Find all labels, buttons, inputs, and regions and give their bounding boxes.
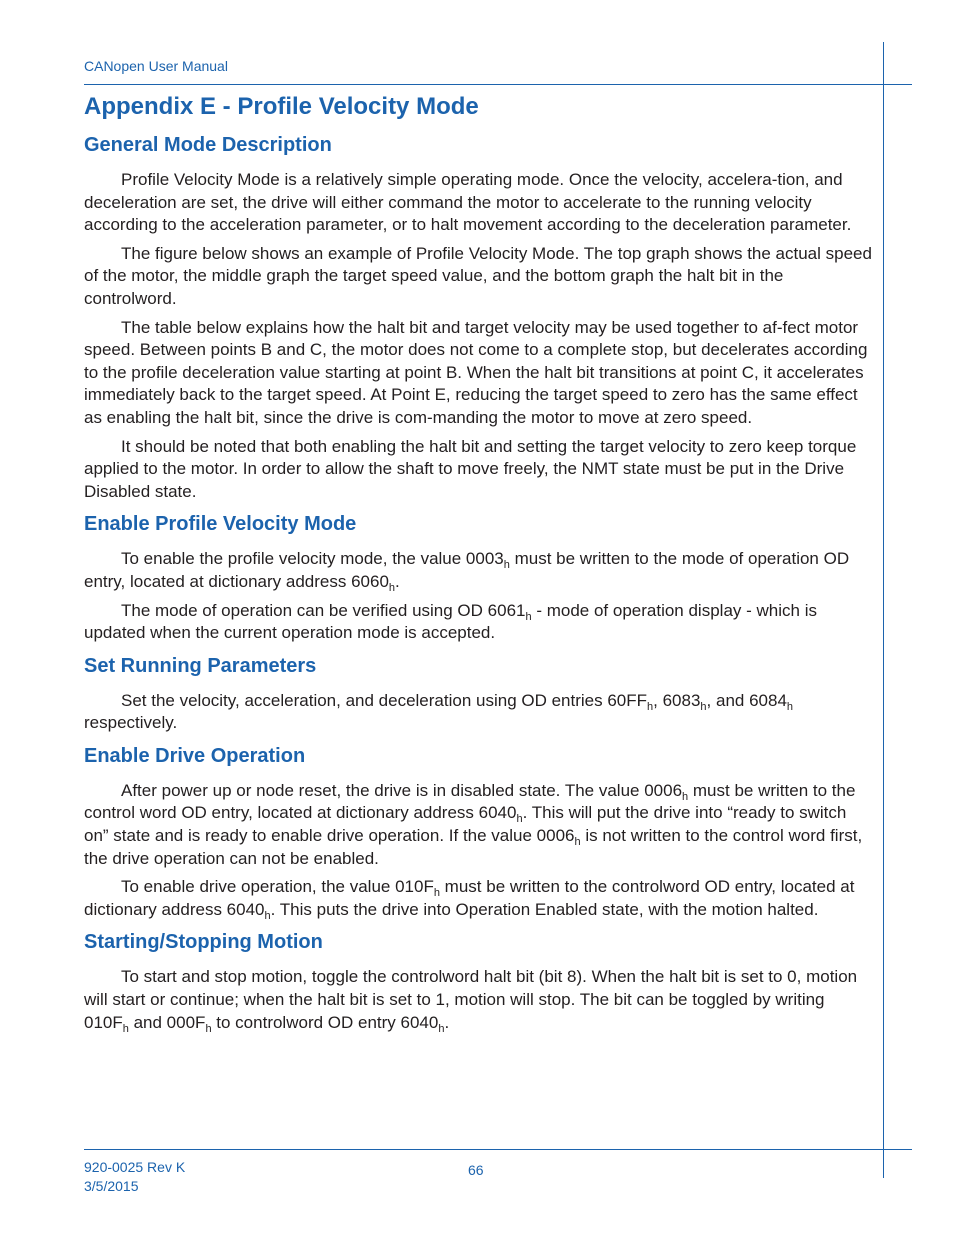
paragraph: To enable the profile velocity mode, the value $0003_h$ must be written to the mode of operation OD entry, located at dictionary address $6060_h$. (84, 549, 850, 594)
section-running-parameters (84, 653, 874, 735)
page-title: Appendix E - Profile Velocity Mode (84, 93, 479, 120)
paragraph: Set the velocity, acceleration, and deceleration using OD entries $60FF_h$, $6083_h$, and $6084_h$ respectively. (84, 690, 794, 733)
page-number: 66 (468, 1162, 484, 1178)
paragraph: The mode of operation can be verified using OD $6061_h$ - mode of operation display - which is updated when the current operation mode is accepted. (84, 600, 817, 643)
paragraph: Profile Velocity Mode is a relatively simple operating mode. Once the velocity, accelera-tion, and deceleration are set, the drive will either command the motor to accelerate to the running velocity according to the acceleration parameter, or to halt movement according to the deceleration parameter. (84, 170, 852, 235)
section-heading: Starting/Stopping Motion (84, 931, 323, 954)
paragraph: The table below explains how the halt bit and target velocity may be used together to af-fect motor speed. Between points B and C, the motor does not come to a complete stop, but decelerates according to the profile deceleration value starting at point B. When the halt bit transitions at point C, it accelerates immediately back to the target speed. At Point E, reducing the target speed to zero has the same effect as enabling the halt bit, since the drive is com-manding the motor to move at zero speed. (84, 317, 868, 427)
section-heading: Set Running Parameters (84, 654, 317, 677)
page-content (84, 92, 874, 1040)
section-heading: General Mode Description (84, 134, 332, 156)
footer-revision: 920-0025 Rev K (84, 1159, 186, 1175)
manual-title: CANopen User Manual (84, 58, 228, 74)
footer-rule (84, 1149, 912, 1150)
header-rule (84, 84, 912, 85)
paragraph: To enable drive operation, the value $010F_h$ must be written to the controlword OD entry, located at dictionary address $6040_h$. This puts the drive into Operation Enabled state, with the motion halted. (84, 877, 855, 922)
paragraph: To start and stop motion, toggle the controlword halt bit (bit 8). When the halt bit is set to 0, motion will start or continue; when the halt bit is set to 1, motion will stop. The bit can be toggled by writing $010F_h$ and $000F_h$ to controlword OD entry $6040_h$. (84, 967, 858, 1035)
section-general (84, 132, 874, 503)
paragraph: It should be noted that both enabling the halt bit and setting the target velocity to zero keep torque applied to the motor. In order to allow the shaft to move freely, the NMT state must be put in the Drive Disabled state. (84, 436, 857, 501)
paragraph: After power up or node reset, the drive is in disabled state. The value $0006_h$ must be written to the control word OD entry, located at dictionary address $6040_h$. This will put the drive into “ready to switch on” state and is ready to enable drive operation. If the value $0006_h$ is not written to the control word first, the drive operation can not be enabled. (84, 780, 863, 868)
footer-date: 3/5/2015 (84, 1178, 139, 1194)
section-start-stop-motion (84, 929, 874, 1034)
section-heading: Enable Profile Velocity Mode (84, 513, 357, 536)
section-enable-profile-velocity (84, 511, 874, 644)
section-heading: Enable Drive Operation (84, 744, 306, 767)
section-enable-drive (84, 743, 874, 922)
right-margin-rule (883, 42, 884, 1178)
paragraph: The figure below shows an example of Profile Velocity Mode. The top graph shows the actual speed of the motor, the middle graph the target speed value, and the bottom graph the halt bit in the controlword. (84, 243, 872, 308)
